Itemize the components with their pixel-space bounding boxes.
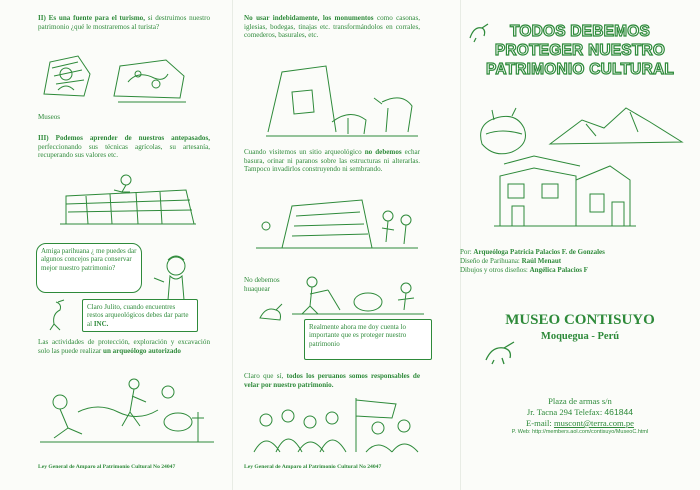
protection-bold: un arqueólogo autorizado	[103, 346, 181, 355]
looters-sketch	[288, 270, 428, 320]
ruins-visitors-sketch	[252, 186, 422, 256]
monuments-text: como casonas, iglesias, bodegas, tinajas etc. transformándolos en corrales, comederos, basurales, etc.	[244, 14, 420, 40]
panel-middle	[232, 0, 460, 490]
web-line	[460, 429, 700, 435]
site-text: echar basura, orinar ni paranos sobre las estructuras ni alterarlas. Tampoco invadirlos construyendo ni sembrando.	[244, 148, 421, 174]
answer-bold: INC.	[93, 319, 109, 328]
site-paragraph	[244, 148, 420, 174]
section2-title: II) Es una fuente para el turismo,	[38, 14, 145, 22]
phone-label: Jr. Tacna 294 Telefax:	[526, 407, 603, 417]
section2-paragraph	[38, 14, 210, 31]
animals-house-sketch	[262, 62, 422, 142]
logo-bird-bottom	[482, 338, 518, 366]
protection-paragraph	[38, 338, 210, 355]
panel-left	[0, 0, 232, 490]
colonial-house-sketch	[490, 150, 640, 230]
footer-law-middle: Ley General de Amparo al Patrimonio Cultural No 24047	[244, 464, 382, 470]
museum-caption: Museos	[38, 113, 61, 121]
museum-sketch-right	[108, 52, 193, 107]
author-label: Por:	[460, 248, 472, 256]
museum-city: Moquegua - Perú	[540, 331, 620, 342]
title-block	[460, 22, 700, 79]
huaquear-text: No debemos huaquear	[244, 276, 280, 293]
mountain-sketch	[546, 102, 686, 150]
question-bubble: Amiga parihuana ¿ me puedes dar algunos concejos para conservar mejor nuestro patrimonio?	[36, 243, 142, 293]
museum-name: MUSEO CONTISUYO	[505, 312, 655, 328]
section3-text: perfeccionando sus técnicas agrícolas, su artesanía, recuperando sus valores etc.	[38, 142, 210, 160]
author-name: Arqueóloga Patricia Palacios F. de Gonzales	[473, 248, 605, 256]
phone-number: 461844	[604, 407, 634, 417]
answer-bubble	[82, 299, 198, 332]
realization-bubble: Realmente ahora me doy cuenta lo importante que es proteger nuestro patrimonio	[304, 319, 432, 360]
answer-text: Claro Julito, cuando encuentres restos arqueológicos debes dar parte al	[87, 303, 189, 328]
title-line-1: TODOS DEBEMOS	[509, 23, 651, 40]
email-line	[460, 418, 700, 429]
web-link[interactable]: http://members.aol.com/contisuyo/MuseoC.html	[532, 429, 649, 435]
site-intro: Cuando visitemos un sitio arqueológico	[244, 148, 362, 156]
contact-block	[460, 396, 700, 435]
panel-right	[460, 0, 700, 490]
footer-law-left: Ley General de Amparo al Patrimonio Cultural No 24047	[38, 464, 176, 470]
skeleton-excavation-sketch	[38, 372, 218, 452]
closing-bold: todos los peruanos somos responsables de velar por nuestro patrimonio.	[244, 372, 420, 389]
stone-wall-sketch	[56, 170, 204, 230]
monuments-bold: No usar indebidamente, los monumentos	[244, 14, 374, 22]
crowd-flag-sketch	[246, 394, 426, 454]
site-bold: no debemos	[364, 148, 402, 156]
phone-line	[460, 407, 700, 418]
address: Plaza de armas s/n	[548, 396, 612, 406]
closing-paragraph	[244, 372, 420, 389]
closing-text: Claro que sí,	[244, 372, 284, 380]
section3-paragraph	[38, 134, 210, 160]
title-line-2: PROTEGER NUESTRO	[494, 42, 666, 59]
credits-block	[460, 248, 690, 275]
bird-sketch-middle	[256, 298, 286, 326]
section3-title: III) Podemos aprender de nuestros antepasados,	[38, 134, 210, 142]
monuments-paragraph	[244, 14, 420, 40]
drawings-name: Angélica Palacios F	[529, 266, 588, 274]
parihuana-bird-sketch	[38, 298, 68, 333]
email-label: E-mail:	[526, 418, 552, 428]
museum-sketch-left	[38, 44, 98, 104]
design-name: Raúl Menaut	[521, 257, 562, 265]
design-label: Diseño de Parihuana:	[460, 257, 520, 265]
email-link[interactable]: muscont@terra.com.pe	[553, 418, 634, 428]
section2-text: si destruimos nuestro patrimonio ¿qué le mostraremos al turista?	[38, 14, 211, 31]
title-line-3: PATRIMONIO CULTURAL	[485, 61, 675, 78]
protection-text: Las actividades de protección, exploración y excavación solo las puede realizar	[38, 338, 210, 355]
web-label: P. Web:	[511, 429, 531, 435]
drawings-label: Dibujos y otros diseños:	[460, 266, 528, 274]
